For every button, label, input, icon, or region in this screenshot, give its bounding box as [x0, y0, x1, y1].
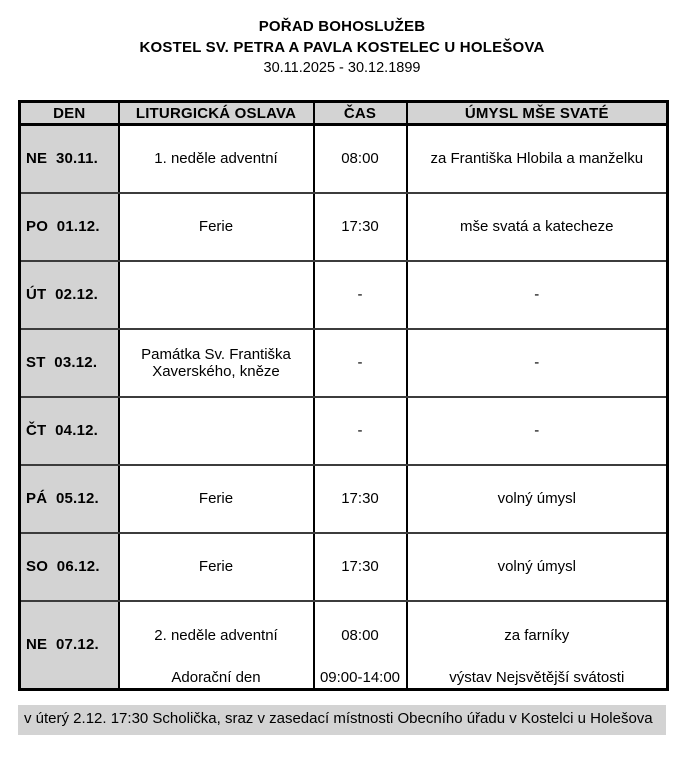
day-cell: NE 30.11.: [20, 125, 119, 193]
intention-cell: volný úmysl: [407, 533, 668, 601]
table-row: [20, 397, 668, 465]
title-block: [0, 0, 684, 79]
day-cell: ST 03.12.: [20, 329, 119, 397]
intention-line-2: výstav Nejsvětější svátosti: [449, 669, 625, 687]
time-cell: 08:00: [314, 125, 407, 193]
table-row: [20, 193, 668, 261]
time-cell: -: [314, 261, 407, 329]
time-cell: 17:30: [314, 533, 407, 601]
time-cell: -: [314, 397, 407, 465]
intention-line-1: za farníky: [504, 627, 570, 645]
time-cell: 17:30: [314, 193, 407, 261]
intention-cell: mše svatá a katecheze: [407, 193, 668, 261]
schedule-table: [18, 100, 669, 691]
celebration-line-1: 2. neděle adventní: [154, 627, 278, 645]
celebration-dual: [120, 602, 313, 687]
table-row: [20, 533, 668, 601]
church-name: KOSTEL SV. PETRA A PAVLA KOSTELEC U HOLEŠOVA: [139, 39, 545, 56]
day-cell: SO 06.12.: [20, 533, 119, 601]
column-header-cas: ČAS: [314, 102, 407, 125]
time-cell: [314, 601, 407, 690]
table-row: [20, 329, 668, 397]
celebration-cell: Ferie: [119, 533, 314, 601]
time-dual: [315, 602, 406, 687]
time-line-2: 09:00-14:00: [319, 669, 401, 687]
celebration-cell: Ferie: [119, 193, 314, 261]
day-cell: ČT 04.12.: [20, 397, 119, 465]
column-header-umysl: ÚMYSL MŠE SVATÉ: [407, 102, 668, 125]
intention-dual: [408, 602, 667, 687]
celebration-cell: Památka Sv. Františka Xaverského, kněze: [119, 329, 314, 397]
day-cell: ÚT 02.12.: [20, 261, 119, 329]
column-header-den: DEN: [20, 102, 119, 125]
celebration-cell: Ferie: [119, 465, 314, 533]
intention-cell: volný úmysl: [407, 465, 668, 533]
table-row: [20, 125, 668, 193]
day-cell: PO 01.12.: [20, 193, 119, 261]
header-row: [20, 102, 668, 125]
celebration-cell: [119, 397, 314, 465]
table-row: [20, 261, 668, 329]
table-row: [20, 465, 668, 533]
celebration-line-2: Adorační den: [171, 669, 261, 687]
day-cell: NE 07.12.: [20, 601, 119, 690]
intention-cell: za Františka Hlobila a manželku: [407, 125, 668, 193]
time-cell: 17:30: [314, 465, 407, 533]
column-header-oslava: LITURGICKÁ OSLAVA: [119, 102, 314, 125]
intention-cell: -: [407, 261, 668, 329]
intention-cell: -: [407, 397, 668, 465]
document-title: POŘAD BOHOSLUŽEB: [258, 18, 426, 35]
celebration-cell: 1. neděle adventní: [119, 125, 314, 193]
intention-cell: [407, 601, 668, 690]
footer-note: v úterý 2.12. 17:30 Scholička, sraz v zasedací místnosti Obecního úřadu v Kostelci u Holešova: [18, 705, 666, 735]
celebration-cell: [119, 261, 314, 329]
time-line-1: 08:00: [341, 627, 379, 645]
celebration-cell: [119, 601, 314, 690]
table-row: [20, 601, 668, 690]
time-cell: -: [314, 329, 407, 397]
intention-cell: -: [407, 329, 668, 397]
day-cell: PÁ 05.12.: [20, 465, 119, 533]
date-range: 30.11.2025 - 30.12.1899: [263, 60, 421, 76]
